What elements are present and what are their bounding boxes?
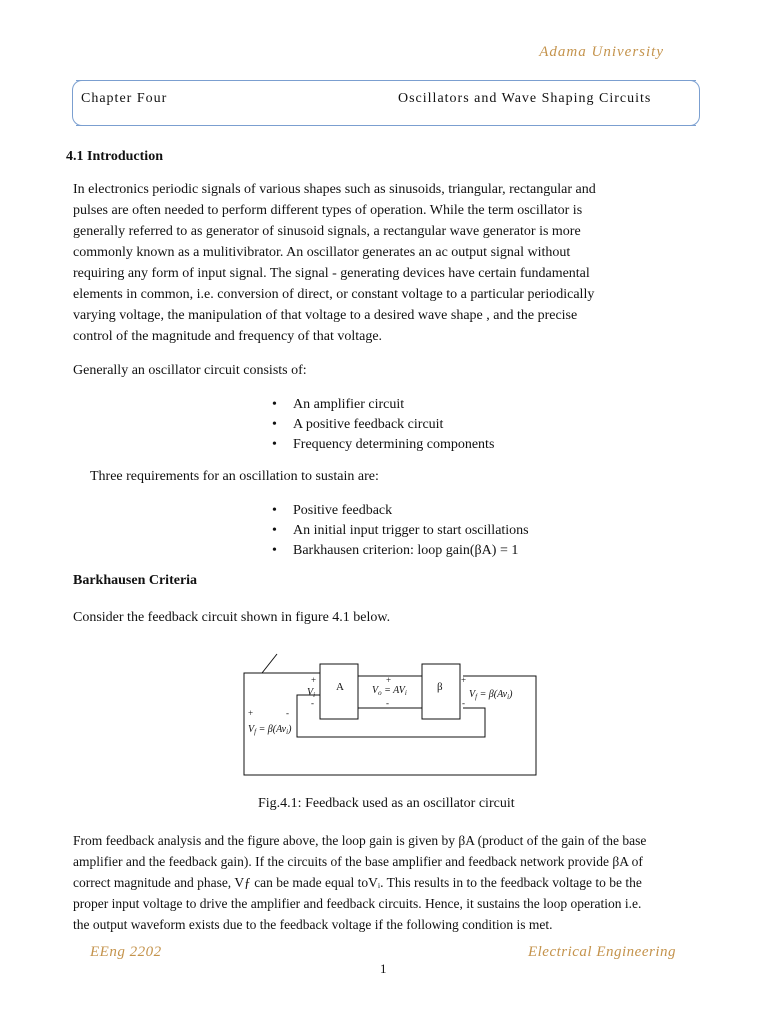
footer-course: EEng 2202: [90, 944, 162, 960]
analysis-line: From feedback analysis and the figure above, the loop gain is given by βA (product of the gain of the base: [73, 833, 647, 848]
chapter-label: Chapter Four: [81, 91, 168, 106]
figure-caption: Fig.4.1: Feedback used as an oscillator circuit: [258, 796, 515, 811]
vo-plus: +: [386, 675, 392, 685]
switch-blade: [262, 654, 277, 673]
requirements-list: [293, 501, 529, 561]
beta-label: β: [437, 681, 443, 693]
intro-line: varying voltage, the manipulation of that voltage to a desired wave shape , and the precise: [73, 308, 578, 323]
list-item: • An initial input trigger to start oscillations: [293, 521, 529, 541]
intro-line: commonly known as a mulitivibrator. An oscillator generates an ac output signal without: [73, 245, 571, 260]
vo-minus: -: [386, 698, 389, 708]
analysis-line: correct magnitude and phase, Vƒ can be made equal toVᵢ. This results in to the feedback voltage to be the: [73, 875, 642, 890]
consider-text: Consider the feedback circuit shown in figure 4.1 below.: [73, 610, 391, 625]
vf-minus-right: -: [462, 698, 465, 708]
vf-label-left: $V_f = \beta(Av_i)$: [248, 724, 292, 736]
list-item: • A positive feedback circuit: [293, 415, 494, 435]
vo-label: $V_o = AV_i$: [372, 685, 407, 697]
intro-line: pulses are often needed to perform different types of operation. While the term oscillator is: [73, 203, 583, 218]
vf-minus-left: -: [286, 708, 289, 718]
analysis-line: the output waveform exists due to the feedback voltage if the following condition is met.: [73, 917, 553, 932]
intro-line: generally referred to as generator of sinusoid signals, a rectangular wave generator is more: [73, 224, 581, 239]
intro-line: requiring any form of input signal. The signal - generating devices have certain fundamental: [73, 266, 590, 281]
analysis-line: amplifier and the feedback gain). If the circuits of the base amplifier and feedback network provide βA of: [73, 854, 643, 869]
footer-department: Electrical Engineering: [527, 944, 676, 960]
vi-label: $V_i$: [307, 687, 316, 699]
vi-minus: -: [311, 698, 314, 708]
requirements-intro: Three requirements for an oscillation to sustain are:: [90, 469, 379, 484]
list-item: • An amplifier circuit: [293, 395, 494, 415]
inner-loop-wire: [297, 695, 485, 737]
list-item: • Positive feedback: [293, 501, 529, 521]
vf-plus-right: +: [461, 675, 467, 685]
vf-plus-left: +: [248, 708, 254, 718]
consists-intro: Generally an oscillator circuit consists of:: [73, 363, 307, 378]
analysis-line: proper input voltage to drive the amplifier and feedback circuits. Hence, it sustains the loop operation i.e.: [73, 896, 642, 911]
intro-paragraph: [73, 179, 677, 347]
consists-list: [293, 395, 494, 455]
section-heading: 4.1 Introduction: [66, 149, 163, 164]
university-header: Adama University: [539, 44, 664, 60]
amp-label: A: [336, 681, 344, 693]
intro-line: control of the magnitude and frequency of that voltage.: [73, 329, 383, 344]
intro-line: elements in common, i.e. conversion of direct, or constant voltage to a particular periodically: [73, 287, 595, 302]
vf-label-right: $V_f = \beta(Av_i)$: [469, 689, 513, 701]
page-number: 1: [380, 961, 387, 976]
chapter-title: Oscillators and Wave Shaping Circuits: [398, 91, 652, 106]
vi-plus: +: [311, 675, 317, 685]
analysis-paragraph: [73, 830, 709, 935]
intro-line: In electronics periodic signals of various shapes such as sinusoids, triangular, rectangular and: [73, 182, 596, 197]
list-item: • Frequency determining components: [293, 435, 494, 455]
feedback-circuit-diagram: [235, 645, 545, 780]
criteria-heading: Barkhausen Criteria: [73, 573, 198, 588]
list-item: • Barkhausen criterion: loop gain(βA) = 1: [293, 541, 529, 561]
